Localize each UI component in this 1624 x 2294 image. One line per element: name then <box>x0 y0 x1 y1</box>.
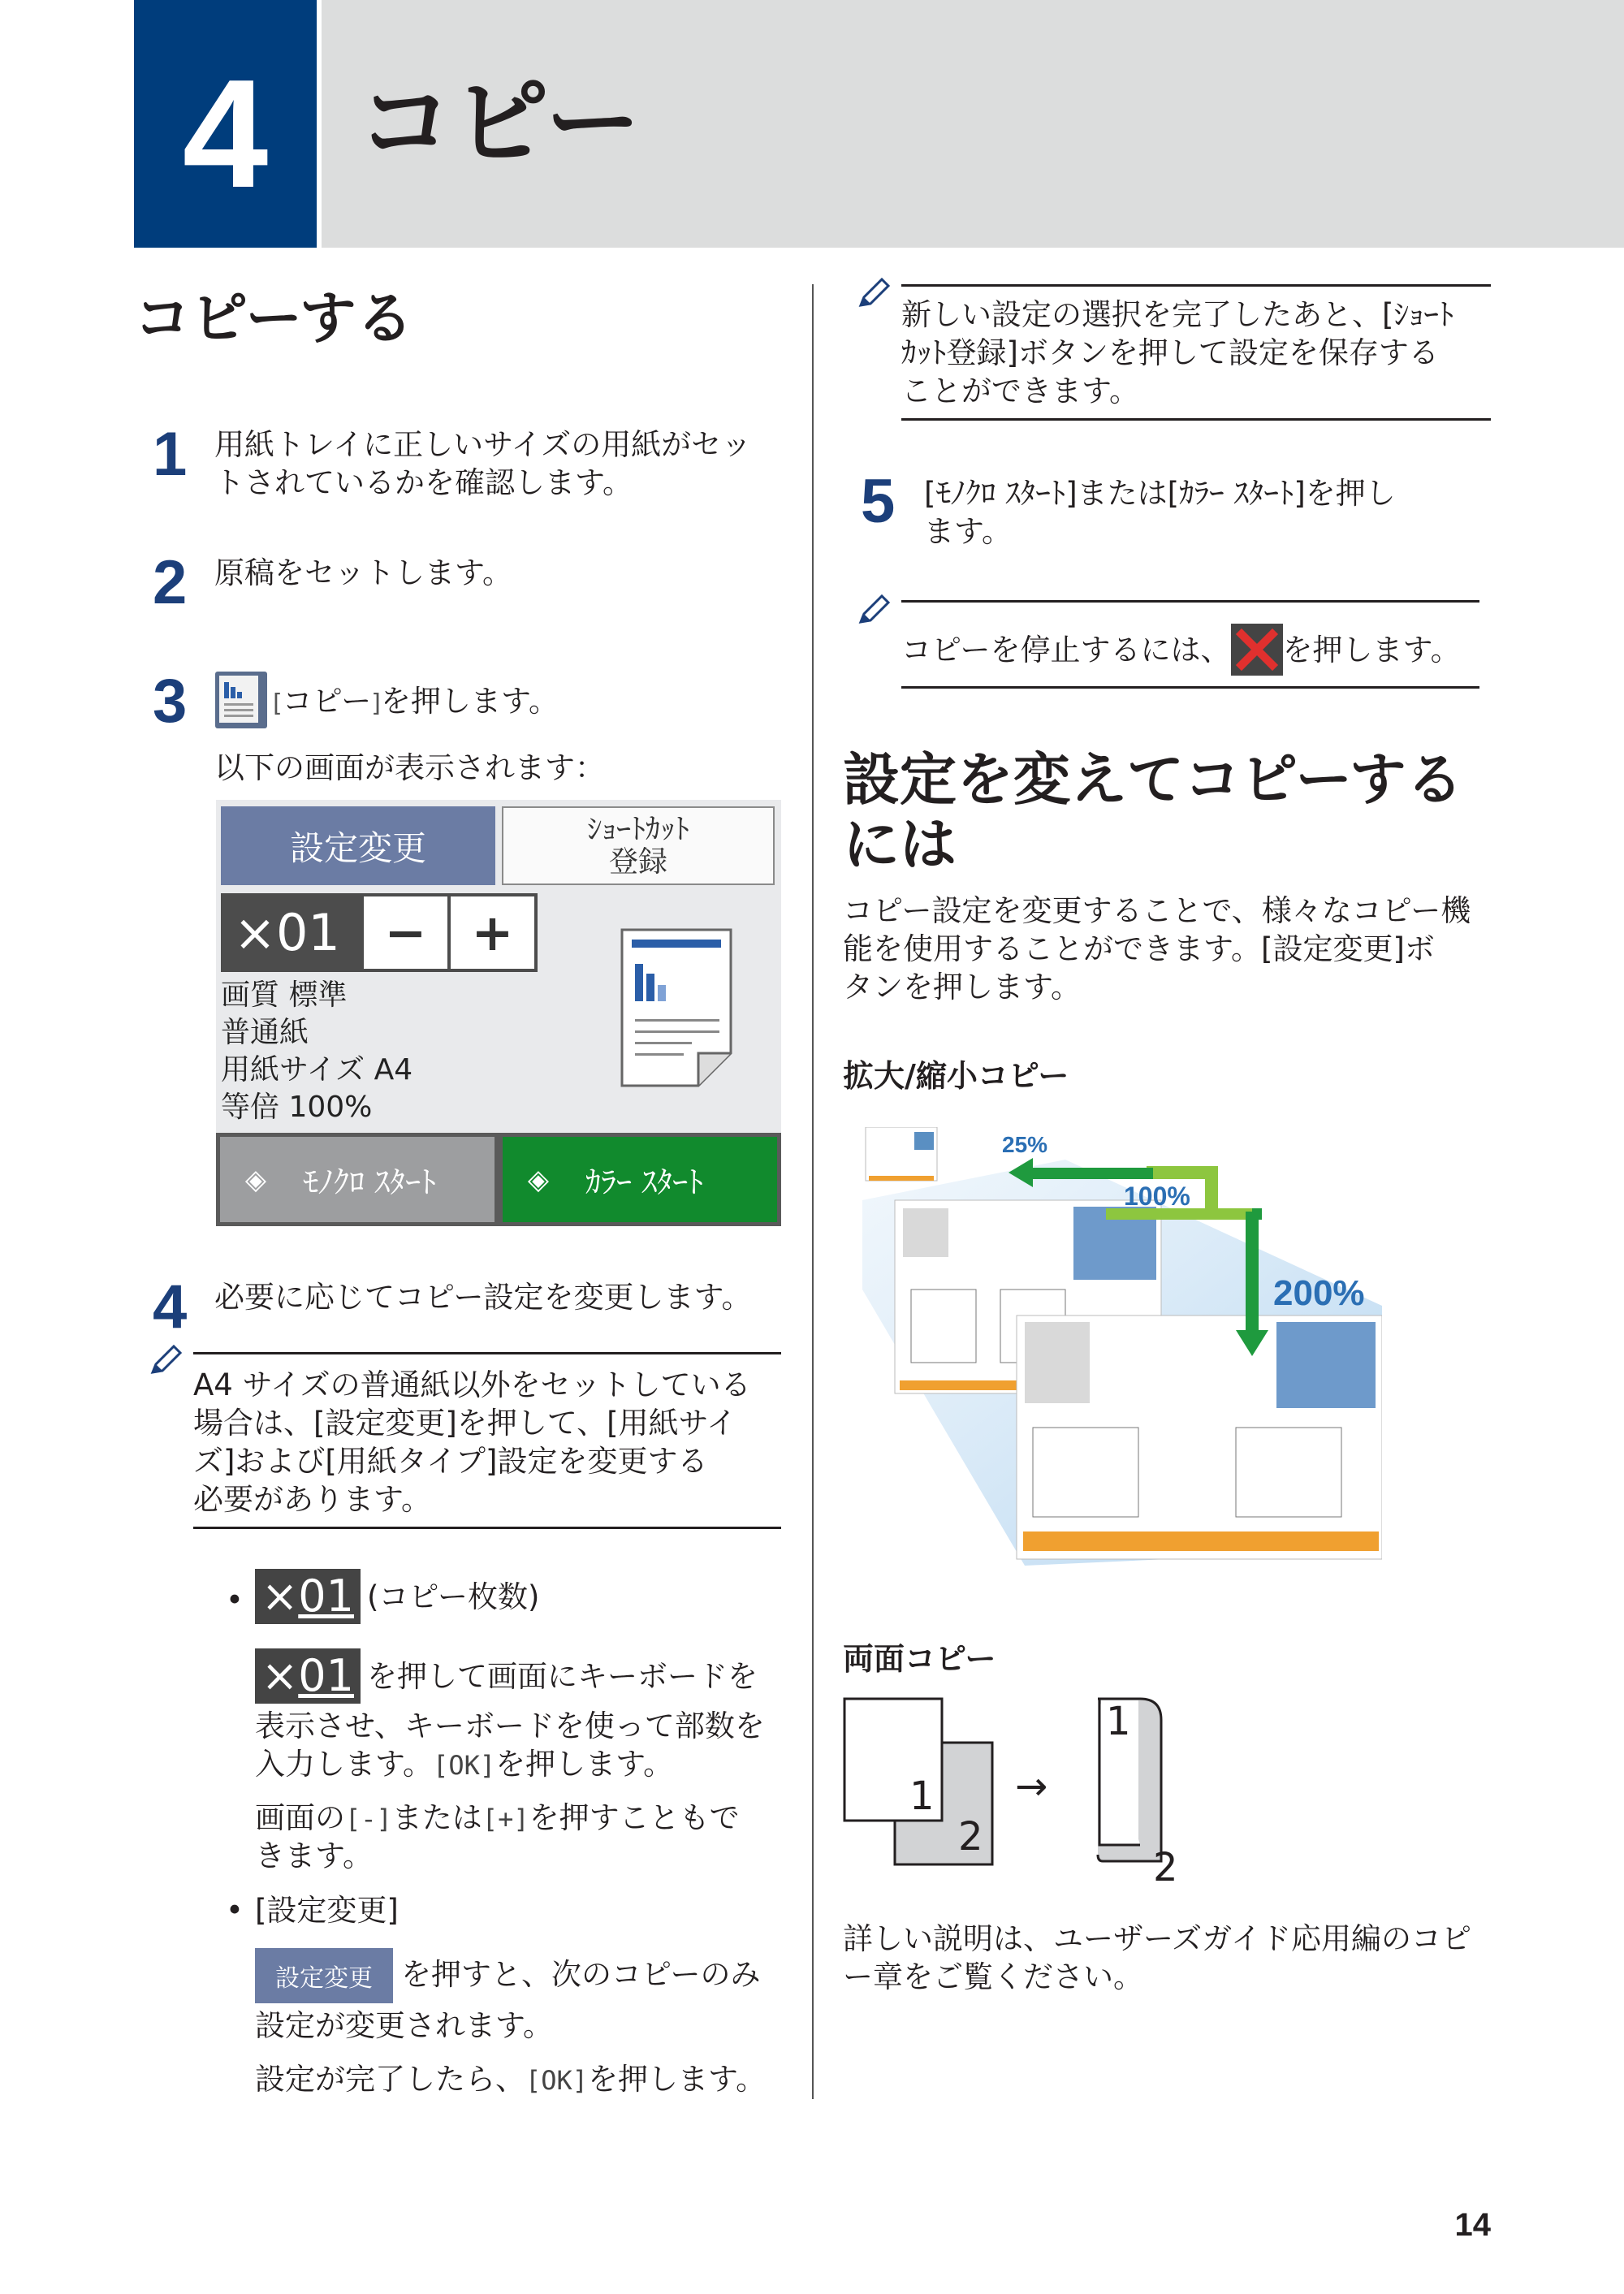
bullet-desc: 設定が変更されます。 <box>255 2008 554 2043</box>
note-rule-top <box>901 600 1479 603</box>
bullet-desc: きます。 <box>255 1838 374 1873</box>
subheading-duplex: 両面コピー <box>843 1641 996 1677</box>
start-icon: ◈ <box>527 1163 550 1196</box>
copy-icon <box>214 671 268 729</box>
intro-text: コピー設定を変更することで、様々なコピー機 <box>843 893 1471 928</box>
step-text: ます。 <box>924 514 1013 549</box>
shortcut-register-button[interactable]: ｼｮｰﾄｶｯﾄ 登録 <box>502 806 775 885</box>
column-divider <box>812 284 814 2099</box>
bullet-dot: • <box>226 1583 244 1618</box>
step-number: 5 <box>861 467 896 536</box>
note-rule-top <box>193 1352 781 1354</box>
bullet-desc: を押して画面にキーボードを <box>367 1659 758 1694</box>
note-rule-top <box>901 284 1491 287</box>
bullet-desc: 表示させ、キーボードを使って部数を <box>255 1709 765 1743</box>
duplex-arrow: → <box>1015 1764 1048 1809</box>
duplex-front-1b: 1 <box>1106 1699 1131 1744</box>
intro-text: 能を使用することができます。[設定変更]ボ <box>843 931 1435 966</box>
note-text: 必要があります。 <box>193 1482 432 1517</box>
document-preview-icon <box>620 928 732 1087</box>
duplex-back-2: 2 <box>958 1814 983 1860</box>
zoom-label-25: 25% <box>1002 1132 1048 1157</box>
step-number: 1 <box>153 420 188 489</box>
step-number: 2 <box>153 548 188 617</box>
minus-button[interactable]: − <box>364 896 447 969</box>
note-rule-bottom <box>901 418 1491 421</box>
intro-text: タンを押します。 <box>843 970 1082 1004</box>
settings-change-button[interactable]: 設定変更 <box>221 806 495 885</box>
section-heading-copy: コピーする <box>134 285 413 352</box>
zoom-label-100: 100% <box>1124 1182 1190 1211</box>
pencil-icon <box>854 590 893 632</box>
bullet-desc: を押すと、次のコピーのみ <box>401 1957 761 1992</box>
copy-count-badge-2: ×01 <box>255 1648 361 1704</box>
screen-quality-line: 画質 標準 <box>221 979 348 1012</box>
mono-start-button[interactable]: ◈ ﾓﾉｸﾛ ｽﾀｰﾄ <box>216 1133 499 1226</box>
page-number: 14 <box>1454 2207 1491 2243</box>
step-number: 4 <box>153 1272 188 1341</box>
subheading-zoom: 拡大/縮小コピー <box>843 1058 1069 1094</box>
step-text: 用紙トレイに正しいサイズの用紙がセッ <box>214 427 752 462</box>
screen-paper-type-line: 普通紙 <box>221 1016 309 1049</box>
stop-note: コピーを停止するには、 を押します。 <box>901 624 1461 676</box>
copy-button-label: コピー <box>282 684 372 719</box>
chapter-number: 4 <box>182 48 269 220</box>
note-text: ｶｯﾄ登録]ボタンを押して設定を保存する <box>901 335 1439 370</box>
zoom-label-200: 200% <box>1273 1273 1365 1313</box>
footer-text: 詳しい説明は、ユーザーズガイド応用編のコピ <box>843 1921 1472 1956</box>
screen-zoom-line: 等倍 100% <box>221 1091 373 1124</box>
zoom-copy-illustration <box>862 1127 1382 1566</box>
step-text: 必要に応じてコピー設定を変更します。 <box>214 1280 752 1315</box>
note-text: 場合は、[設定変更]を押して、[用紙サイ <box>193 1406 736 1441</box>
section-heading-settings: 設定を変えてコピーする <box>843 746 1463 813</box>
duplex-back-2b: 2 <box>1153 1845 1178 1890</box>
plus-button[interactable]: + <box>451 896 534 969</box>
screen-paper-size-line: 用紙サイズ A4 <box>221 1053 413 1087</box>
start-icon: ◈ <box>244 1163 267 1196</box>
step-text: トされているかを確認します。 <box>214 465 633 500</box>
step-3-text: [コピー]を押します。 <box>273 684 559 719</box>
duplex-front-1: 1 <box>909 1773 935 1819</box>
stop-x-icon <box>1231 624 1283 676</box>
bullet-desc: 画面の[-]または[+]を押すこともで <box>255 1800 740 1835</box>
note-text: ズ]および[用紙タイプ]設定を変更する <box>193 1444 708 1479</box>
settings-change-button-small: 設定変更 <box>255 1948 393 2003</box>
copy-quantity-value[interactable]: ×01 <box>234 903 340 962</box>
bullet-desc: 設定が完了したら、[OK]を押します。 <box>255 2062 767 2097</box>
note-text: A4 サイズの普通紙以外をセットしている <box>193 1367 751 1402</box>
note-text: 新しい設定の選択を完了したあと、[ｼｮｰﾄ <box>901 297 1454 332</box>
note-text: ことができます。 <box>901 374 1140 408</box>
footer-text: ー章をご覧ください。 <box>843 1959 1143 1994</box>
chapter-title: コピー <box>357 67 641 179</box>
section-heading-settings-2: には <box>843 811 957 878</box>
bullet-dot: • <box>226 1893 244 1928</box>
pencil-icon <box>146 1340 185 1382</box>
step-text: [ﾓﾉｸﾛ ｽﾀｰﾄ]または[ｶﾗｰ ｽﾀｰﾄ]を押し <box>924 476 1396 511</box>
bullet-desc: 入力します。[OK]を押します。 <box>255 1747 674 1782</box>
note-rule-bottom <box>193 1527 781 1529</box>
note-rule-bottom <box>901 686 1479 689</box>
pencil-icon <box>854 273 893 315</box>
color-start-button[interactable]: ◈ ｶﾗｰ ｽﾀｰﾄ <box>499 1133 781 1226</box>
copy-count-label: (コピー枚数) <box>367 1579 540 1614</box>
step-subtext: 以下の画面が表示されます： <box>214 750 605 785</box>
step-text: 原稿をセットします。 <box>214 555 513 590</box>
step-number: 3 <box>153 667 188 736</box>
settings-change-label: [設定変更] <box>255 1893 399 1928</box>
copy-count-badge: ×01 <box>255 1569 361 1624</box>
